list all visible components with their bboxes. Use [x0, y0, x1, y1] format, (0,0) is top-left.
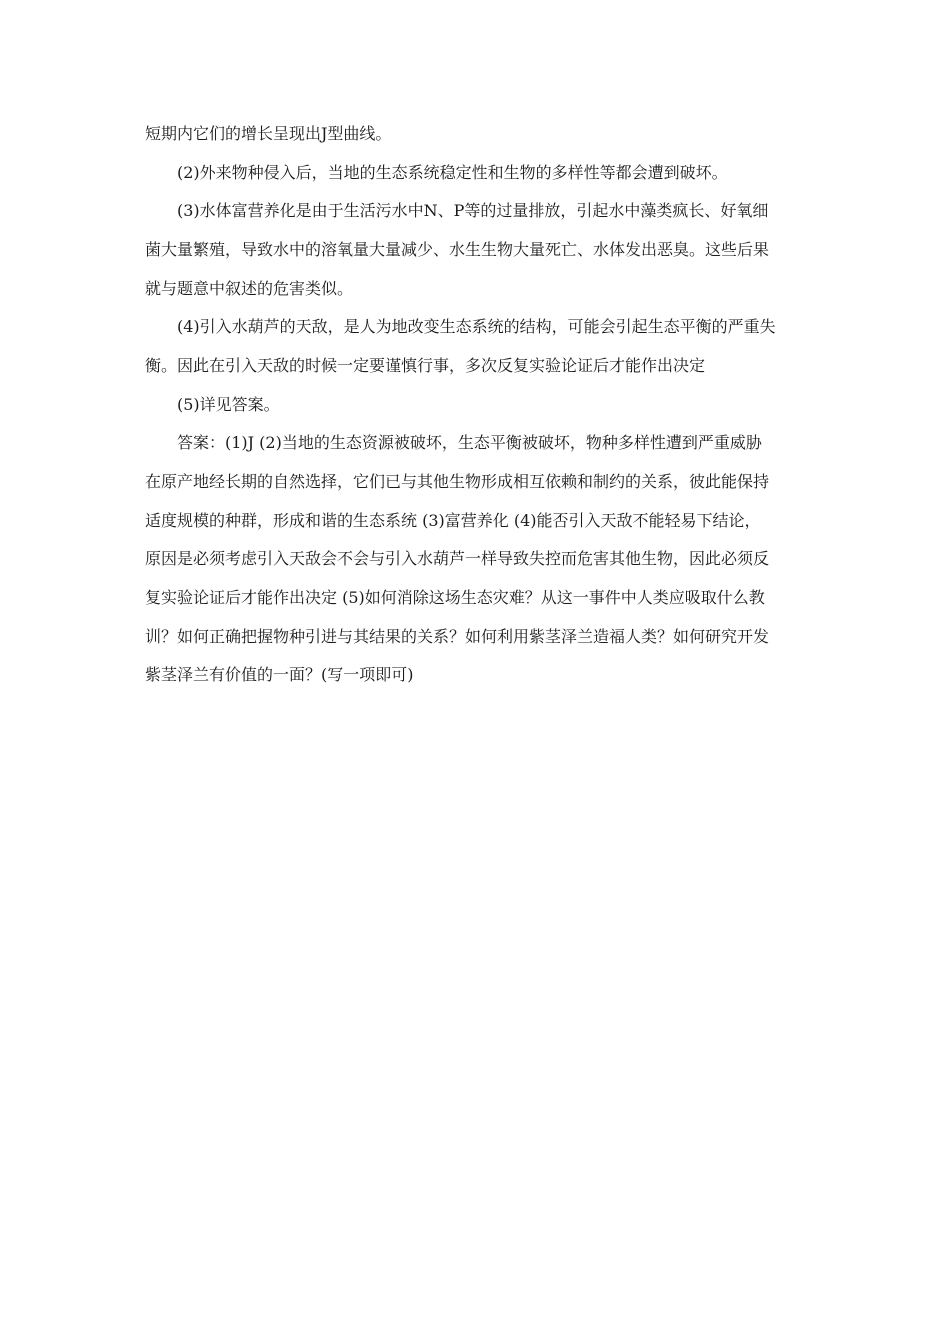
- text-line: 原因是必须考虑引入天敌会不会与引入水葫芦一样导致失控而危害其他生物，因此必须反: [145, 549, 770, 568]
- text-line: 衡。因此在引入天敌的时候一定要谨慎行事，多次反复实验论证后才能作出决定: [145, 356, 706, 375]
- text-line: 复实验论证后才能作出决定 (5)如何消除这场生态灾难？从这一事件中人类应吸取什么教: [145, 588, 765, 607]
- text-line: 适度规模的种群，形成和谐的生态系统 (3)富营养化 (4)能否引入天敌不能轻易下结论，: [145, 511, 761, 530]
- text-line: 训？如何正确把握物种引进与其结果的关系？如何利用紫茎泽兰造福人类？如何研究开发: [145, 627, 770, 646]
- text-line: 在原产地经长期的自然选择，它们已与其他生物形成相互依赖和制约的关系，彼此能保持: [145, 472, 770, 491]
- text-line: 菌大量繁殖，导致水中的溶氧量大量减少、水生生物大量死亡、水体发出恶臭。这些后果: [145, 240, 770, 259]
- text-line: (4)引入水葫芦的天敌，是人为地改变生态系统的结构，可能会引起生态平衡的严重失: [177, 317, 776, 336]
- text-line: (2)外来物种侵入后，当地的生态系统稳定性和生物的多样性等都会遭到破坏。: [177, 163, 728, 182]
- text-line: 紫茎泽兰有价值的一面？(写一项即可): [145, 665, 414, 684]
- text-line: 答案：(1)J (2)当地的生态资源被破坏，生态平衡被破坏，物种多样性遭到严重威胁: [177, 433, 762, 452]
- text-line: (3)水体富营养化是由于生活污水中N、P等的过量排放，引起水中藻类疯长、好氧细: [177, 201, 769, 220]
- text-line: 就与题意中叙述的危害类似。: [145, 279, 354, 298]
- text-line: (5)详见答案。: [177, 395, 280, 414]
- text-line: 短期内它们的增长呈现出J型曲线。: [145, 124, 392, 143]
